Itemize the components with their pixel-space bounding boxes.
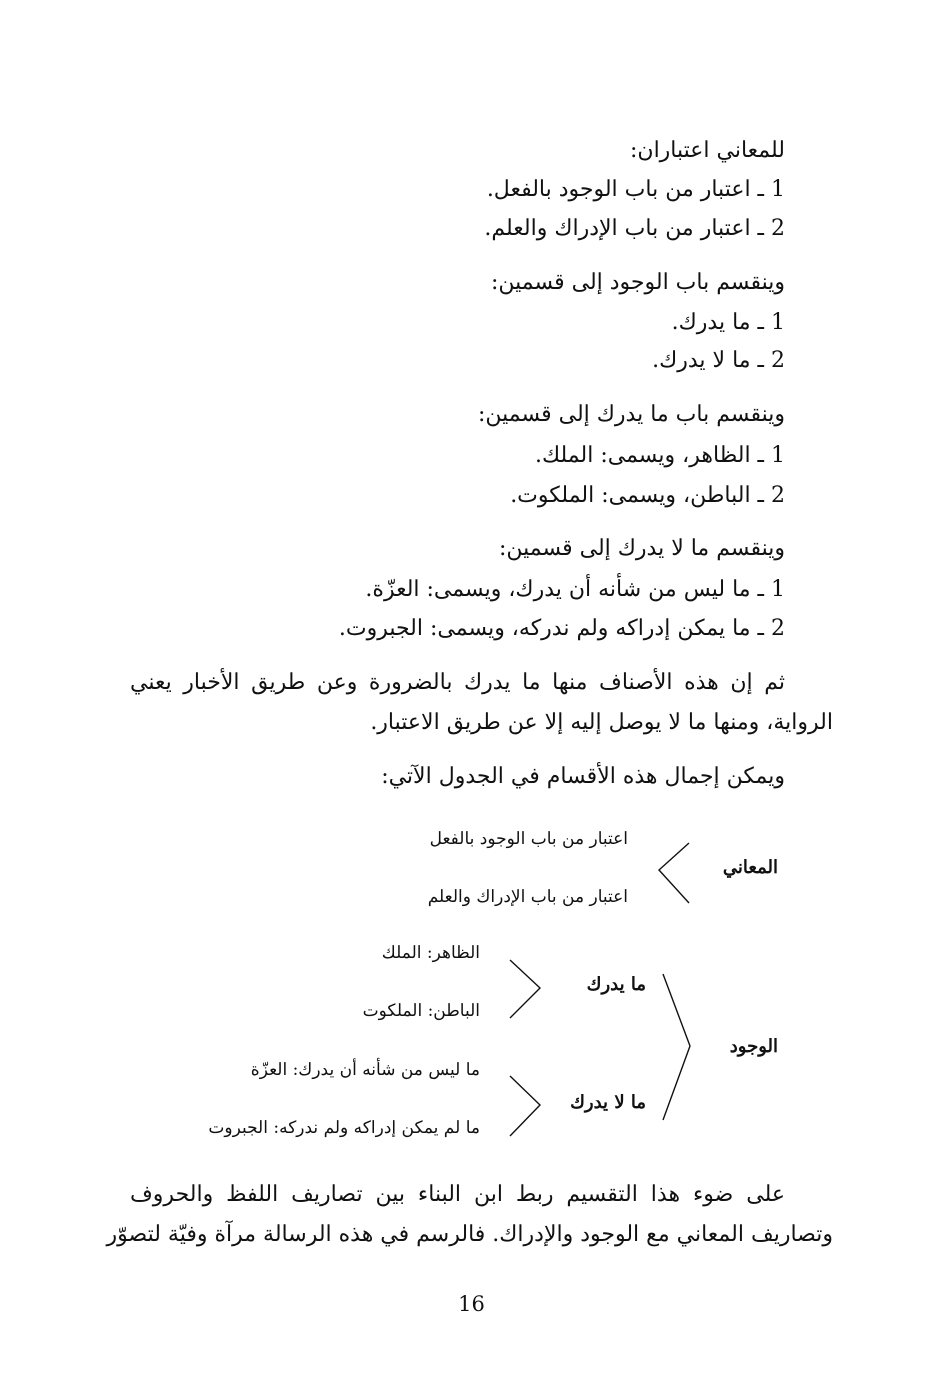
diagram-leaf: الباطن: الملكوت — [362, 1001, 480, 1021]
paragraph-line: على ضوء هذا التقسيم ربط ابن البناء بين تصاريف اللفظ والحروف — [130, 1182, 785, 1207]
diagram-leaf: ما ليس من شأنه أن يدرك: العزّة — [250, 1060, 480, 1080]
bracket-yudrak — [510, 960, 540, 1018]
diagram-leaf: ما لم يمكن إدراكه ولم ندركه: الجبروت — [208, 1118, 480, 1138]
diagram-group-label: ما لا يدرك — [570, 1092, 646, 1113]
section-heading: وينقسم باب ما يدرك إلى قسمين: — [477, 402, 785, 427]
list-item: 1 ـ الظاهر، ويسمى: الملك. — [534, 443, 785, 468]
paragraph-line: ثم إن هذه الأصناف منها ما يدرك بالضرورة وعن طريق الأخبار يعني — [130, 670, 785, 695]
diagram-leaf: الظاهر: الملك — [381, 943, 480, 963]
list-item: 1 ـ اعتبار من باب الوجود بالفعل. — [486, 177, 785, 202]
diagram-root-wujud: الوجود — [729, 1036, 778, 1057]
list-item: 1 ـ ما يدرك. — [671, 310, 785, 335]
section-heading: وينقسم ما لا يدرك إلى قسمين: — [498, 536, 785, 561]
diagram-group-label: ما يدرك — [586, 974, 646, 995]
list-item: 2 ـ ما لا يدرك. — [652, 348, 785, 373]
paragraph-line: الرواية، ومنها ما لا يوصل إليه إلا عن طريق الاعتبار. — [370, 710, 833, 735]
diagram-branch: اعتبار من باب الإدراك والعلم — [427, 887, 628, 907]
list-item: 2 ـ ما يمكن إدراكه ولم ندركه، ويسمى: الجبروت. — [338, 616, 785, 641]
section-heading: للمعاني اعتباران: — [630, 138, 785, 163]
bracket-maani — [659, 843, 689, 903]
list-item: 1 ـ ما ليس من شأنه أن يدرك، ويسمى: العزّة. — [365, 577, 785, 602]
paragraph-line: وتصاريف المعاني مع الوجود والإدراك. فالرسم في هذه الرسالة مرآة وفيّة لتصوّر — [106, 1222, 833, 1247]
section-heading: وينقسم باب الوجود إلى قسمين: — [490, 270, 785, 295]
diagram-root-maani: المعاني — [722, 857, 778, 878]
bracket-wujud — [663, 974, 690, 1120]
list-item: 2 ـ الباطن، ويسمى: الملكوت. — [510, 483, 785, 508]
table-intro: ويمكن إجمال هذه الأقسام في الجدول الآتي: — [381, 764, 785, 789]
bracket-layudrak — [510, 1076, 540, 1136]
diagram-branch: اعتبار من باب الوجود بالفعل — [429, 829, 628, 849]
list-item: 2 ـ اعتبار من باب الإدراك والعلم. — [484, 216, 785, 241]
page-number: 16 — [458, 1292, 485, 1316]
